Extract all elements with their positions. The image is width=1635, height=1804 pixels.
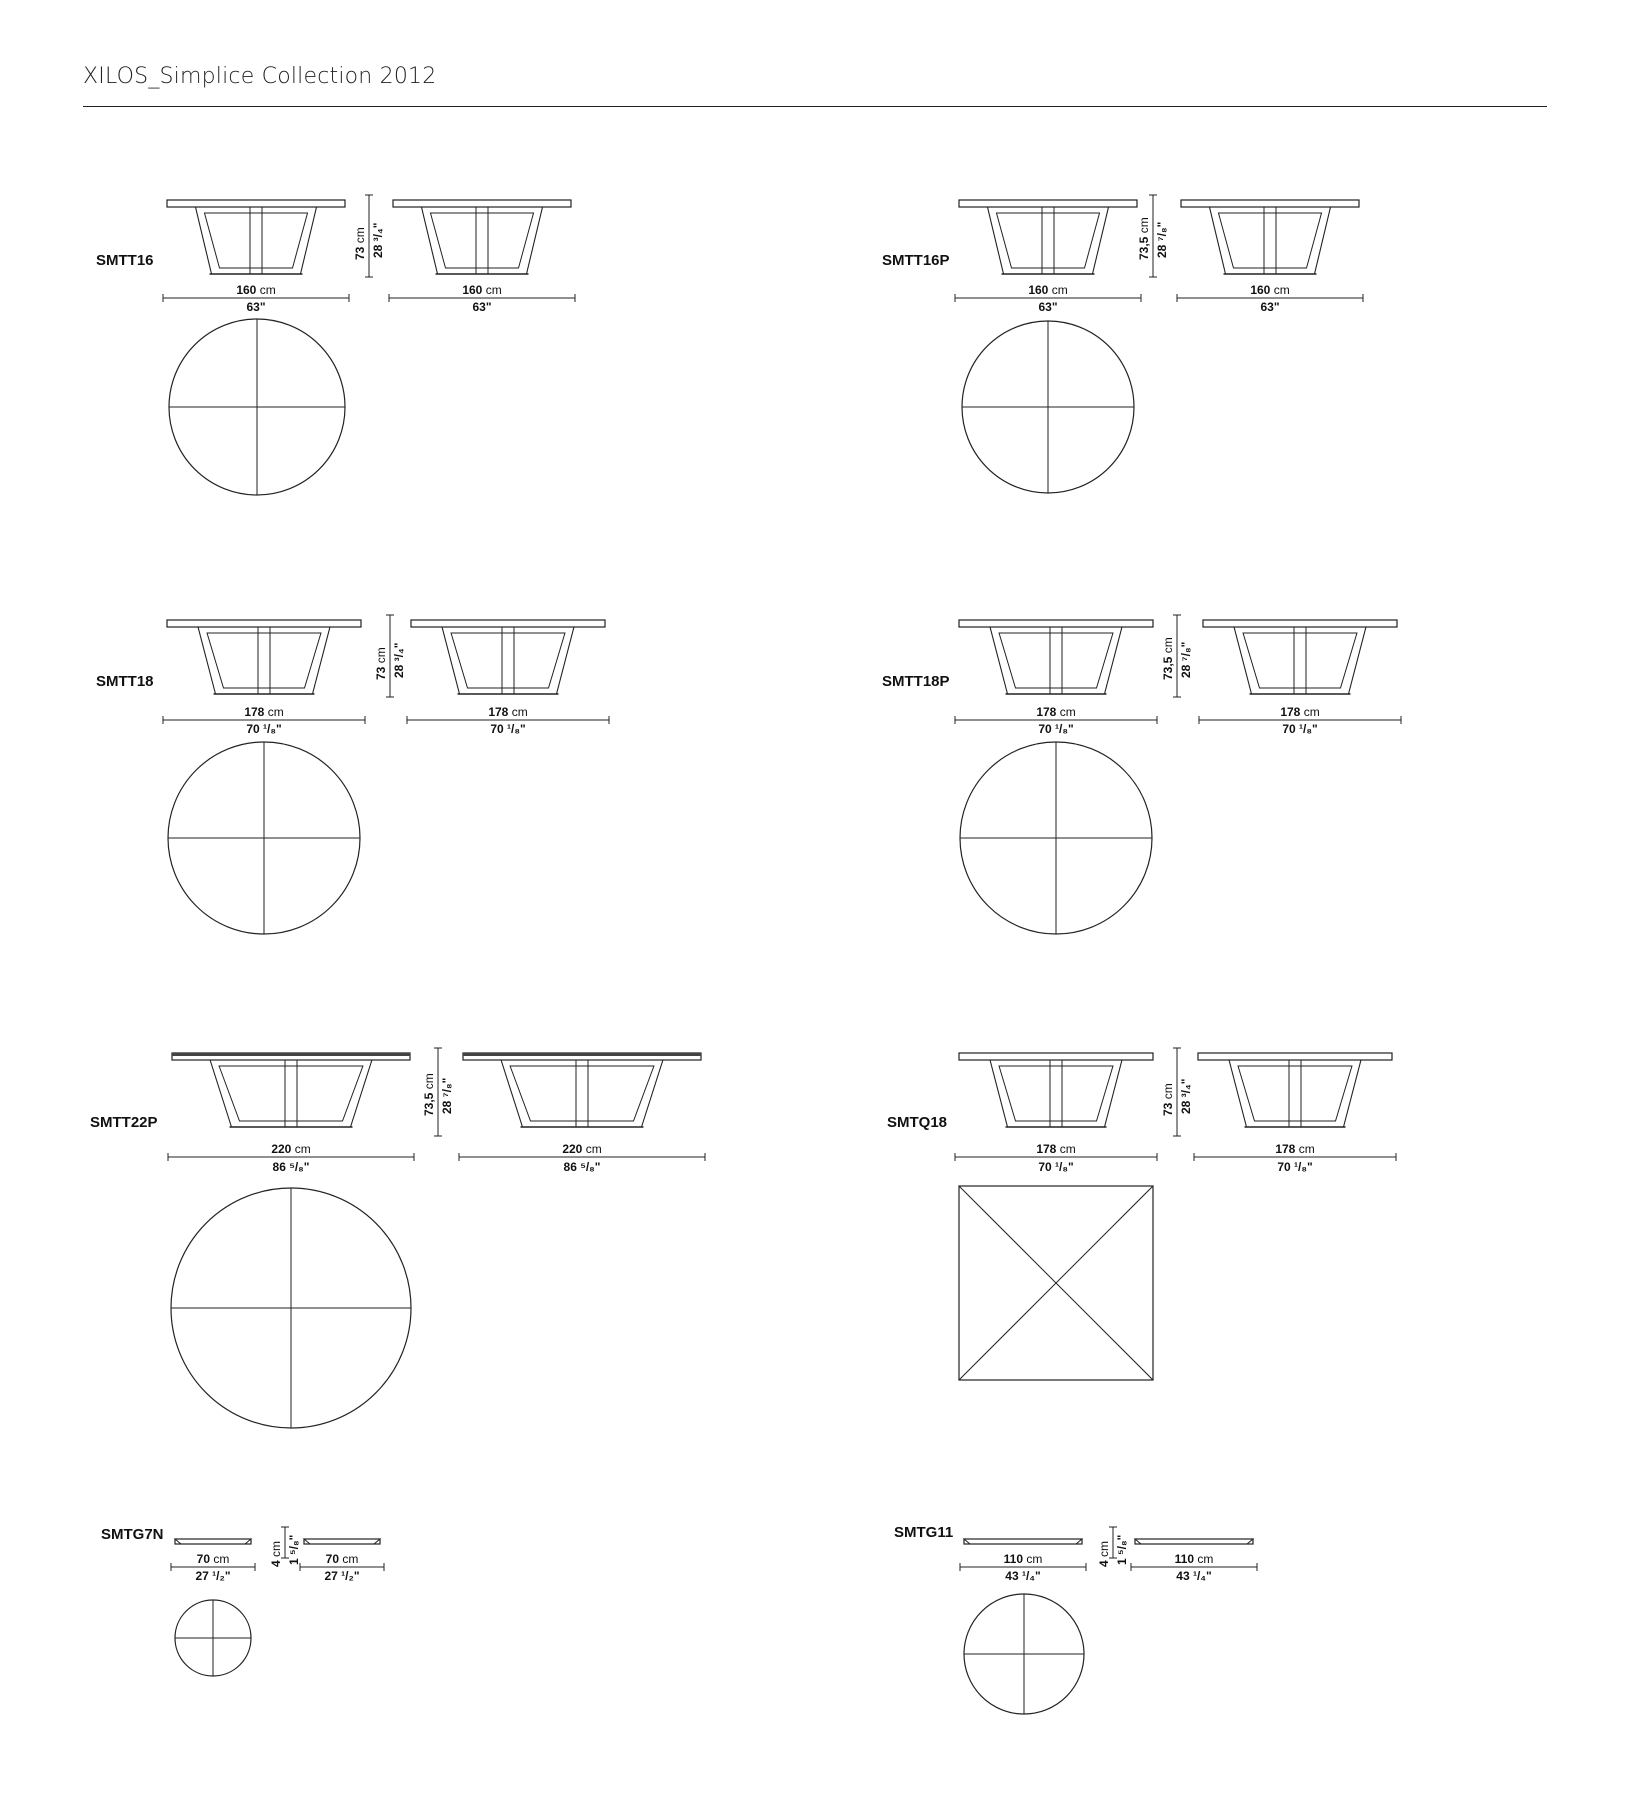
width-in-value: 43 ¹/₄" [1176, 1569, 1212, 1583]
height-cm-value: 73,5 [1137, 236, 1151, 260]
base-frame-inner [207, 633, 321, 688]
height-cm-value: 4 [1097, 1559, 1111, 1567]
width-in-value: 70 ¹/₈" [246, 722, 282, 736]
width-in-value: 70 ¹/₈" [490, 722, 526, 736]
unit-cm: cm [485, 283, 502, 297]
central-leg [1289, 1060, 1301, 1127]
width-cm-value: 160 [236, 283, 257, 297]
width-cm-value: 160 [1250, 283, 1271, 297]
unit-cm: cm [1097, 1540, 1111, 1557]
model-smtt18p [955, 615, 1401, 934]
base-frame-inner [1238, 1066, 1352, 1121]
width-in-value: 70 ¹/₈" [1277, 1160, 1313, 1174]
width-in-label [564, 1160, 601, 1174]
width-cm-label [562, 1142, 601, 1156]
height-cm-label [1161, 637, 1175, 680]
base-frame-outer [1229, 1060, 1361, 1127]
height-cm-value: 73 [353, 246, 367, 260]
width-in-value: 43 ¹/₄" [1005, 1569, 1041, 1583]
height-in-value: 28 ³/₄" [1179, 1078, 1193, 1114]
base-frame-outer [210, 1060, 372, 1127]
unit-cm: cm [1051, 283, 1068, 297]
table-top-edge [959, 200, 1137, 207]
unit-cm: cm [1273, 283, 1290, 297]
height-cm-value: 73 [1161, 1102, 1175, 1116]
table-top-edge [1198, 1053, 1392, 1060]
table-top-edge [959, 620, 1153, 627]
model-code-label: SMTG7N [101, 1526, 164, 1543]
base-frame-outer [421, 207, 542, 274]
central-leg [258, 627, 270, 694]
width-cm-label [1275, 1142, 1314, 1156]
height-cm-value: 73,5 [422, 1092, 436, 1116]
table-top-edge [167, 620, 361, 627]
width-cm-label [271, 1142, 310, 1156]
width-cm-value: 110 [1174, 1552, 1195, 1566]
width-in-label [246, 722, 281, 736]
width-cm-label [1028, 283, 1067, 297]
central-leg [1050, 1060, 1062, 1127]
central-leg [1042, 207, 1054, 274]
table-top-edge [1135, 1539, 1253, 1544]
width-in-label [324, 1569, 359, 1583]
width-in-label [1260, 300, 1279, 314]
width-cm-value: 110 [1003, 1552, 1024, 1566]
width-cm-value: 178 [1280, 705, 1301, 719]
width-in-label [1277, 1160, 1312, 1174]
model-code-label: SMTG11 [894, 1524, 954, 1541]
width-in-value: 27 ¹/₂" [195, 1569, 231, 1583]
width-in-label [1038, 722, 1073, 736]
model-code-label: SMTT16P [882, 252, 950, 269]
height-in-label [287, 1534, 301, 1564]
base-frame-inner [996, 213, 1099, 268]
width-in-label [246, 300, 265, 314]
base-frame-inner [999, 633, 1113, 688]
width-cm-value: 178 [1275, 1142, 1296, 1156]
central-leg [476, 207, 488, 274]
model-code-label: SMTT18P [882, 673, 950, 690]
base-frame-inner [204, 213, 307, 268]
unit-cm: cm [1161, 637, 1175, 654]
table-top-edge [1203, 620, 1397, 627]
width-cm-label [244, 705, 283, 719]
unit-cm: cm [294, 1142, 311, 1156]
base-frame-outer [1209, 207, 1330, 274]
width-in-label [1282, 722, 1317, 736]
tray-profile [175, 1539, 251, 1544]
width-cm-value: 220 [562, 1142, 583, 1156]
height-cm-label [353, 227, 367, 260]
height-in-label [1155, 222, 1169, 258]
unit-cm: cm [1161, 1083, 1175, 1100]
height-cm-label [1097, 1540, 1111, 1566]
width-in-label [273, 1160, 310, 1174]
height-in-value: 1 ⁵/₈" [287, 1534, 301, 1565]
width-cm-value: 160 [1028, 283, 1049, 297]
unit-cm: cm [1303, 705, 1320, 719]
model-code-label: SMTT16 [96, 252, 154, 269]
table-top-edge [411, 620, 605, 627]
document-title: XILOS_Simplice Collection 2012 [83, 64, 437, 89]
unit-cm: cm [422, 1073, 436, 1090]
model-code-label: SMTT18 [96, 673, 154, 690]
base-frame-outer [442, 627, 574, 694]
base-frame-outer [198, 627, 330, 694]
width-cm-label [1004, 1552, 1043, 1566]
unit-cm: cm [585, 1142, 602, 1156]
model-code-label: SMTQ18 [887, 1114, 948, 1131]
unit-cm: cm [267, 705, 284, 719]
width-in-value: 63" [1260, 300, 1280, 314]
table-top-edge [304, 1539, 380, 1544]
central-leg [502, 627, 514, 694]
width-in-value: 63" [472, 300, 492, 314]
central-leg [576, 1060, 588, 1127]
base-frame-outer [501, 1060, 663, 1127]
width-in-value: 70 ¹/₈" [1038, 722, 1074, 736]
height-in-label [1179, 1079, 1193, 1114]
base-frame-inner [219, 1066, 363, 1121]
width-cm-label [1250, 283, 1289, 297]
width-in-value: 86 ⁵/₈" [563, 1160, 601, 1174]
central-leg [1294, 627, 1306, 694]
height-in-value: 28 ³/₄" [392, 642, 406, 678]
width-cm-value: 70 [325, 1552, 340, 1566]
base-frame-inner [451, 633, 565, 688]
width-cm-value: 178 [1036, 1142, 1057, 1156]
height-in-label [440, 1078, 454, 1114]
height-in-label [1115, 1534, 1129, 1564]
unit-cm: cm [374, 647, 388, 664]
height-cm-label [374, 647, 388, 680]
height-cm-label [269, 1540, 283, 1566]
unit-cm: cm [1059, 1142, 1076, 1156]
base-frame-inner [1218, 213, 1321, 268]
width-in-value: 86 ⁵/₈" [272, 1160, 310, 1174]
unit-cm: cm [213, 1552, 230, 1566]
width-in-label [1038, 300, 1057, 314]
width-cm-label [1175, 1552, 1214, 1566]
central-leg [1264, 207, 1276, 274]
height-cm-label [1137, 217, 1151, 260]
width-cm-value: 160 [462, 283, 483, 297]
width-cm-label [488, 705, 527, 719]
unit-cm: cm [1137, 217, 1151, 234]
height-in-value: 28 ⁷/₈" [440, 1077, 454, 1114]
width-in-value: 27 ¹/₂" [324, 1569, 360, 1583]
base-frame-outer [987, 207, 1108, 274]
width-in-label [1005, 1569, 1040, 1583]
width-cm-label [236, 283, 275, 297]
table-top-edge [167, 200, 345, 207]
width-cm-label [326, 1552, 359, 1566]
width-in-label [1038, 1160, 1073, 1174]
height-in-value: 28 ⁷/₈" [1155, 221, 1169, 258]
table-top-shading [463, 1053, 701, 1056]
table-top-edge [393, 200, 571, 207]
height-cm-label [422, 1073, 436, 1116]
model-smtt22p [168, 1048, 705, 1428]
height-cm-label [1161, 1083, 1175, 1116]
width-cm-label [1036, 1142, 1075, 1156]
base-frame-outer [1234, 627, 1366, 694]
base-frame-outer [990, 1060, 1122, 1127]
base-frame-outer [195, 207, 316, 274]
model-smtt16 [163, 195, 575, 495]
table-top-edge [175, 1539, 251, 1544]
model-code-label: SMTT22P [90, 1114, 158, 1131]
unit-cm: cm [1298, 1142, 1315, 1156]
width-in-label [1176, 1569, 1211, 1583]
width-cm-value: 70 [196, 1552, 211, 1566]
unit-cm: cm [1197, 1552, 1214, 1566]
table-top-edge [964, 1539, 1082, 1544]
table-top-edge [959, 1053, 1153, 1060]
table-top-edge [1181, 200, 1359, 207]
width-in-label [490, 722, 525, 736]
unit-cm: cm [1026, 1552, 1043, 1566]
height-in-value: 28 ³/₄" [371, 222, 385, 258]
width-cm-label [197, 1552, 230, 1566]
width-cm-value: 178 [1036, 705, 1057, 719]
width-in-value: 70 ¹/₈" [1038, 1160, 1074, 1174]
unit-cm: cm [342, 1552, 359, 1566]
width-cm-label [1280, 705, 1319, 719]
height-in-value: 1 ⁵/₈" [1115, 1534, 1129, 1565]
width-in-value: 63" [1038, 300, 1058, 314]
width-cm-label [1036, 705, 1075, 719]
unit-cm: cm [269, 1540, 283, 1557]
height-cm-value: 73,5 [1161, 656, 1175, 680]
height-cm-value: 4 [269, 1559, 283, 1567]
base-frame-inner [510, 1066, 654, 1121]
width-cm-value: 178 [244, 705, 265, 719]
height-in-value: 28 ⁷/₈" [1179, 641, 1193, 678]
height-in-label [371, 223, 385, 258]
central-leg [250, 207, 262, 274]
base-frame-outer [990, 627, 1122, 694]
central-leg [285, 1060, 297, 1127]
tray-profile [1135, 1539, 1253, 1544]
unit-cm: cm [1059, 705, 1076, 719]
height-in-label [392, 643, 406, 678]
unit-cm: cm [259, 283, 276, 297]
central-leg [1050, 627, 1062, 694]
width-in-value: 70 ¹/₈" [1282, 722, 1318, 736]
base-frame-inner [1243, 633, 1357, 688]
width-cm-value: 220 [271, 1142, 292, 1156]
unit-cm: cm [353, 227, 367, 244]
width-cm-value: 178 [488, 705, 509, 719]
base-frame-inner [999, 1066, 1113, 1121]
width-in-label [472, 300, 491, 314]
width-cm-label [462, 283, 501, 297]
height-in-label [1179, 642, 1193, 678]
model-smtq18 [955, 1048, 1396, 1380]
tray-profile [964, 1539, 1082, 1544]
base-frame-inner [430, 213, 533, 268]
table-top-shading [172, 1053, 410, 1056]
unit-cm: cm [511, 705, 528, 719]
height-cm-value: 73 [374, 666, 388, 680]
width-in-label [195, 1569, 230, 1583]
width-in-value: 63" [246, 300, 266, 314]
tray-profile [304, 1539, 380, 1544]
